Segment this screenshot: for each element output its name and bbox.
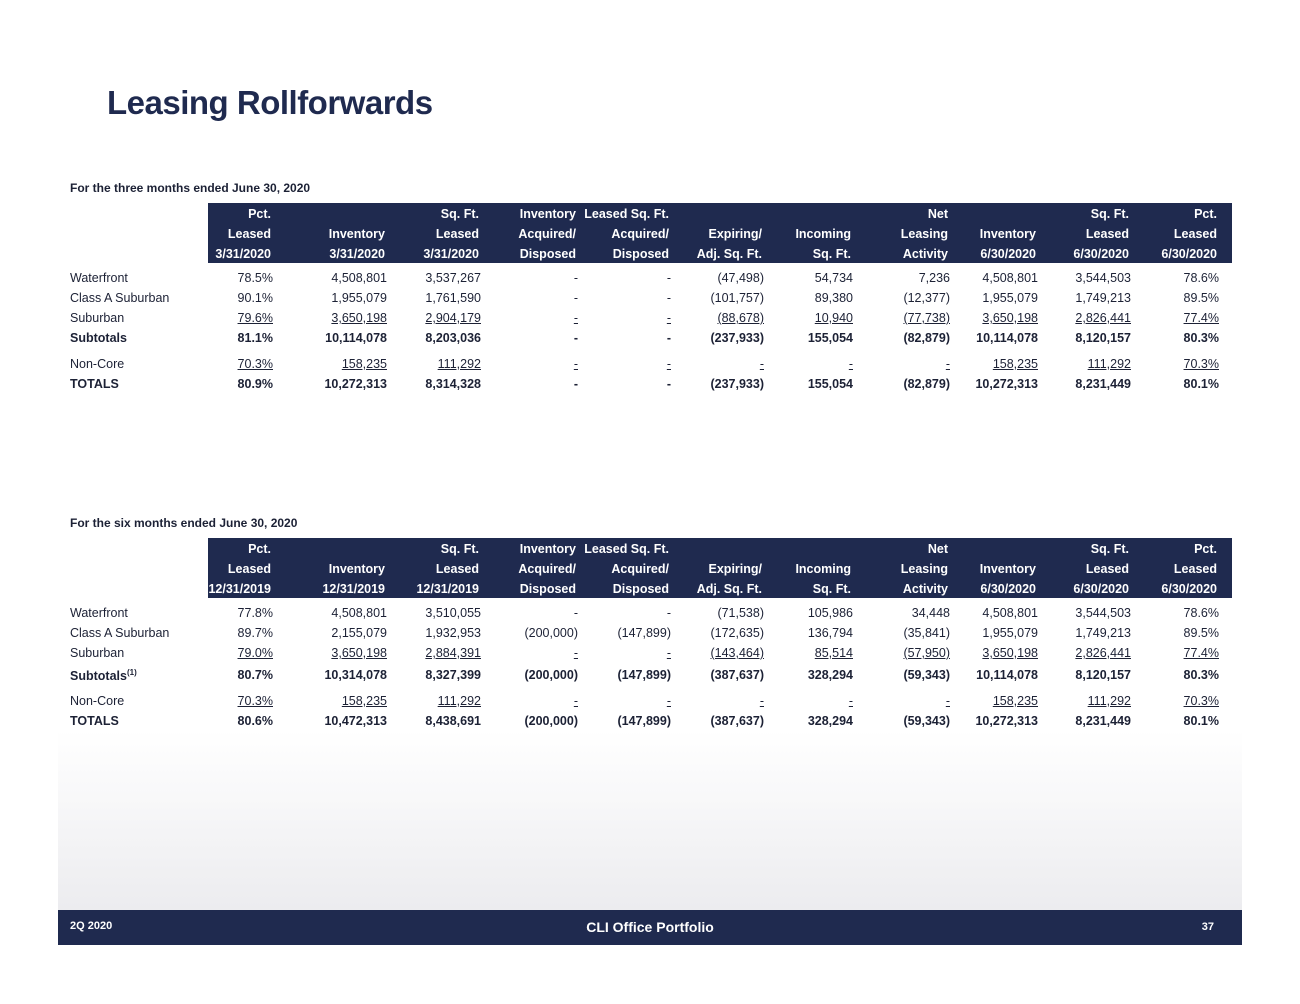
table-cell: 70.3%: [237, 694, 273, 708]
table-cell: 105,986: [807, 606, 853, 620]
column-header-line: 6/30/2020: [1161, 247, 1217, 261]
table-cell: (200,000): [524, 626, 578, 640]
table-cell: -: [573, 646, 578, 660]
table-cell: (82,879): [903, 331, 950, 345]
footnote-marker: (1): [126, 668, 137, 677]
footer-title: CLI Office Portfolio: [586, 919, 714, 935]
table-cell: -: [666, 291, 671, 305]
table-cell: (147,899): [617, 626, 671, 640]
row-label: [70, 331, 127, 345]
table-cell: 1,955,079: [982, 626, 1038, 640]
column-header-line: Disposed: [519, 247, 576, 261]
table-cell: -: [848, 694, 853, 708]
table-cell: -: [666, 694, 671, 708]
table-row: [0, 667, 1300, 687]
column-header-line: 6/30/2020: [980, 247, 1036, 261]
column-header-line: Adj. Sq. Ft.: [696, 582, 762, 596]
table-cell: 7,236: [918, 271, 950, 285]
column-header-line: Leased: [227, 562, 271, 576]
column-header: [951, 203, 1038, 263]
table-cell: 10,114,078: [325, 331, 387, 345]
table-cell: 80.3%: [1183, 668, 1219, 682]
table-cell: -: [573, 271, 578, 285]
column-header-line: Leased: [1173, 562, 1217, 576]
table-cell: 1,749,213: [1075, 626, 1131, 640]
table-cell: (147,899): [617, 714, 671, 728]
table-cell: 10,314,078: [324, 668, 387, 682]
table-cell: -: [666, 311, 671, 325]
table-cell: -: [573, 377, 578, 391]
table-cell: 78.6%: [1183, 606, 1219, 620]
column-header-line: 12/31/2019: [208, 582, 271, 596]
table-cell: (77,738): [903, 311, 950, 325]
table-cell: 89.7%: [237, 626, 273, 640]
table-row: [0, 713, 1300, 733]
column-header-line: Sq. Ft.: [440, 207, 479, 221]
table-row: [0, 645, 1300, 665]
table-cell: -: [666, 606, 671, 620]
table-cell: 158,235: [992, 357, 1038, 371]
table-cell: (47,498): [717, 271, 764, 285]
table-cell: 158,235: [341, 694, 387, 708]
column-header-line: Leased: [435, 562, 479, 576]
table-cell: 3,544,503: [1075, 606, 1131, 620]
column-header: [1039, 538, 1131, 598]
column-header: [672, 203, 764, 263]
column-header: [578, 538, 671, 598]
column-header: [388, 538, 481, 598]
table-cell: (147,899): [617, 668, 671, 682]
table-cell: 111,292: [1087, 357, 1131, 371]
table-cell: 328,294: [807, 668, 853, 682]
column-header: [482, 538, 578, 598]
row-label: [70, 311, 124, 325]
table-cell: 78.5%: [237, 271, 273, 285]
table-cell: 4,508,801: [331, 606, 387, 620]
table-cell: 10,272,313: [975, 714, 1038, 728]
table-cell: 3,650,198: [331, 311, 387, 325]
column-header-line: Expiring/: [708, 562, 762, 576]
table-cell: 70.3%: [1183, 694, 1219, 708]
table-cell: 3,650,198: [331, 646, 387, 660]
column-header-line: Incoming: [795, 227, 851, 241]
table-cell: 136,794: [807, 626, 853, 640]
table-row: [0, 376, 1300, 396]
column-header-line: Net: [927, 207, 948, 221]
column-header: [388, 203, 481, 263]
section-caption: For the three months ended June 30, 2020: [70, 181, 311, 195]
table-row: [0, 330, 1300, 350]
table-row: [0, 356, 1300, 376]
table-row: [0, 693, 1300, 713]
table-cell: 8,314,328: [425, 377, 481, 391]
row-label-text: Subtotals: [70, 669, 127, 684]
column-header: [578, 203, 671, 263]
table-cell: 80.9%: [237, 377, 273, 391]
column-header: [1039, 203, 1131, 263]
column-header-line: Net: [927, 542, 948, 556]
row-label-text: Subtotals: [70, 331, 127, 345]
row-label-text: Class A Suburban: [70, 626, 170, 640]
row-label-text: Non-Core: [70, 357, 125, 371]
footer-bar: [58, 910, 1242, 945]
column-header-line: 6/30/2020: [1073, 582, 1129, 596]
row-label-text: Suburban: [70, 646, 125, 660]
table-cell: -: [945, 694, 950, 708]
table-cell: 80.7%: [237, 668, 273, 682]
table-cell: -: [573, 291, 578, 305]
row-label: [70, 646, 124, 660]
row-label: [70, 626, 169, 640]
column-header: [293, 538, 387, 598]
table-cell: (59,343): [903, 714, 950, 728]
column-header: [1132, 203, 1219, 263]
table-cell: (200,000): [524, 668, 578, 682]
column-header-line: Disposed: [612, 247, 669, 261]
table-cell: 3,650,198: [982, 646, 1038, 660]
table-cell: 8,231,449: [1075, 377, 1131, 391]
row-label: [70, 606, 128, 620]
column-header: [293, 203, 387, 263]
table-cell: -: [848, 357, 853, 371]
column-header-line: 6/30/2020: [1073, 247, 1129, 261]
column-header-line: Leased Sq. Ft.: [584, 207, 669, 221]
column-header-line: Leasing: [900, 227, 948, 241]
column-header-line: Inventory: [979, 227, 1036, 241]
table-cell: 90.1%: [237, 291, 273, 305]
column-header-line: Sq. Ft.: [1090, 207, 1129, 221]
table-cell: 10,472,313: [324, 714, 387, 728]
table-cell: 111,292: [437, 694, 481, 708]
table-cell: 78.6%: [1183, 271, 1219, 285]
column-header-line: Inventory: [519, 207, 576, 221]
table-cell: (200,000): [524, 714, 578, 728]
table-cell: 10,940: [814, 311, 853, 325]
table-cell: 1,955,079: [331, 291, 387, 305]
table-cell: -: [666, 646, 671, 660]
table-cell: 3,650,198: [982, 311, 1038, 325]
column-header-line: Leased: [1173, 227, 1217, 241]
table-cell: 10,272,313: [324, 377, 387, 391]
column-header-line: Acquired/: [518, 227, 576, 241]
table-cell: 77.8%: [237, 606, 273, 620]
column-header-line: Acquired/: [518, 562, 576, 576]
column-header-line: Acquired/: [611, 562, 669, 576]
table-cell: (12,377): [903, 291, 950, 305]
column-header: [1132, 538, 1219, 598]
column-header-line: Inventory: [519, 542, 576, 556]
column-header-line: Pct.: [1194, 207, 1217, 221]
row-label: [70, 357, 124, 371]
footer-page-number: 37: [1201, 921, 1214, 933]
row-label-text: Non-Core: [70, 694, 125, 708]
column-header-line: 6/30/2020: [980, 582, 1036, 596]
column-header-line: Expiring/: [708, 227, 762, 241]
table-cell: 2,826,441: [1075, 646, 1131, 660]
table-cell: 4,508,801: [982, 271, 1038, 285]
row-label-text: Waterfront: [70, 606, 128, 620]
table-cell: 1,955,079: [982, 291, 1038, 305]
table-cell: (101,757): [710, 291, 764, 305]
section-caption: For the six months ended June 30, 2020: [70, 516, 298, 530]
column-header-line: Inventory: [979, 562, 1036, 576]
table-cell: -: [573, 606, 578, 620]
row-label-text: TOTALS: [70, 377, 119, 391]
column-header-line: Sq. Ft.: [812, 247, 851, 261]
column-header-line: Disposed: [519, 582, 576, 596]
column-header: [765, 203, 853, 263]
table-cell: 155,054: [807, 377, 853, 391]
row-label-text: Class A Suburban: [70, 291, 170, 305]
column-header-line: 12/31/2019: [416, 582, 479, 596]
table-cell: 8,120,157: [1075, 331, 1131, 345]
column-header: [672, 538, 764, 598]
table-cell: 111,292: [437, 357, 481, 371]
table-cell: 10,114,078: [976, 331, 1038, 345]
column-header: [482, 203, 578, 263]
table-cell: (237,933): [710, 331, 764, 345]
background-fade: [58, 730, 1242, 910]
table-cell: (387,637): [710, 668, 764, 682]
column-header: [208, 538, 273, 598]
table-cell: 10,114,078: [976, 668, 1038, 682]
column-header: [854, 538, 950, 598]
table-cell: 89.5%: [1183, 291, 1219, 305]
table-cell: 1,761,590: [425, 291, 481, 305]
column-header-line: Inventory: [328, 562, 385, 576]
table-cell: 81.1%: [237, 331, 273, 345]
table-cell: 89,380: [814, 291, 853, 305]
column-header-line: Leased: [227, 227, 271, 241]
table-cell: 79.0%: [237, 646, 273, 660]
table-cell: (71,538): [717, 606, 764, 620]
table-cell: 158,235: [992, 694, 1038, 708]
column-header-line: Acquired/: [611, 227, 669, 241]
column-header: [854, 203, 950, 263]
table-cell: -: [573, 694, 578, 708]
column-header-line: Adj. Sq. Ft.: [696, 247, 762, 261]
table-cell: 2,155,079: [331, 626, 387, 640]
table-cell: (35,841): [903, 626, 950, 640]
table-cell: 8,438,691: [425, 714, 481, 728]
column-header-line: Incoming: [795, 562, 851, 576]
table-cell: 80.1%: [1183, 377, 1219, 391]
row-label-text: Suburban: [70, 311, 125, 325]
table-row: [0, 625, 1300, 645]
table-cell: (143,464): [710, 646, 764, 660]
table-cell: 85,514: [814, 646, 853, 660]
table-header: [208, 203, 1232, 263]
row-label: [70, 694, 124, 708]
column-header-line: Leasing: [900, 562, 948, 576]
column-header-line: 3/31/2020: [215, 247, 271, 261]
table-cell: 3,537,267: [425, 271, 481, 285]
table-cell: 79.6%: [237, 311, 273, 325]
table-cell: 8,203,036: [425, 331, 481, 345]
table-cell: 8,327,399: [425, 668, 481, 682]
table-cell: -: [573, 331, 578, 345]
table-cell: -: [573, 311, 578, 325]
table-cell: 1,749,213: [1075, 291, 1131, 305]
table-cell: -: [945, 357, 950, 371]
table-header: [208, 538, 1232, 598]
row-label: [70, 377, 119, 391]
table-cell: 8,231,449: [1075, 714, 1131, 728]
table-cell: -: [573, 357, 578, 371]
table-row: [0, 270, 1300, 290]
table-cell: 80.3%: [1183, 331, 1219, 345]
column-header-line: Activity: [902, 582, 948, 596]
table-cell: 4,508,801: [982, 606, 1038, 620]
table-cell: -: [666, 357, 671, 371]
table-cell: -: [666, 271, 671, 285]
table-cell: 70.3%: [1183, 357, 1219, 371]
column-header-line: Sq. Ft.: [1090, 542, 1129, 556]
table-cell: 111,292: [1087, 694, 1131, 708]
table-cell: 4,508,801: [331, 271, 387, 285]
column-header-line: Pct.: [1194, 542, 1217, 556]
table-cell: 70.3%: [237, 357, 273, 371]
table-cell: (82,879): [903, 377, 950, 391]
table-row: [0, 605, 1300, 625]
table-cell: 77.4%: [1183, 311, 1219, 325]
table-cell: 3,544,503: [1075, 271, 1131, 285]
table-cell: 77.4%: [1183, 646, 1219, 660]
column-header-line: Disposed: [612, 582, 669, 596]
column-header-line: Inventory: [328, 227, 385, 241]
column-header-line: Leased: [435, 227, 479, 241]
table-row: [0, 310, 1300, 330]
column-header: [951, 538, 1038, 598]
table-cell: 54,734: [814, 271, 853, 285]
table-cell: 8,120,157: [1075, 668, 1131, 682]
column-header-line: 6/30/2020: [1161, 582, 1217, 596]
column-header-line: Pct.: [248, 542, 271, 556]
table-cell: 2,826,441: [1075, 311, 1131, 325]
table-cell: 1,932,953: [425, 626, 481, 640]
table-cell: -: [759, 357, 764, 371]
column-header: [765, 538, 853, 598]
column-header-line: 12/31/2019: [322, 582, 385, 596]
row-label: [70, 271, 128, 285]
table-cell: (172,635): [710, 626, 764, 640]
column-header-line: 3/31/2020: [423, 247, 479, 261]
row-label: [70, 291, 169, 305]
table-cell: 155,054: [807, 331, 853, 345]
table-cell: (237,933): [710, 377, 764, 391]
column-header-line: Leased: [1085, 562, 1129, 576]
footer-period: 2Q 2020: [70, 920, 113, 932]
table-cell: 10,272,313: [975, 377, 1038, 391]
column-header-line: Sq. Ft.: [812, 582, 851, 596]
column-header: [208, 203, 273, 263]
table-cell: 328,294: [807, 714, 853, 728]
table-row: [0, 290, 1300, 310]
table-cell: 3,510,055: [425, 606, 481, 620]
column-header-line: Activity: [902, 247, 948, 261]
column-header-line: 3/31/2020: [329, 247, 385, 261]
table-cell: -: [666, 331, 671, 345]
table-cell: 2,904,179: [425, 311, 481, 325]
table-cell: -: [759, 694, 764, 708]
table-cell: 80.1%: [1183, 714, 1219, 728]
column-header-line: Leased Sq. Ft.: [584, 542, 669, 556]
table-cell: 34,448: [911, 606, 950, 620]
table-cell: 2,884,391: [425, 646, 481, 660]
page-title: Leasing Rollforwards: [107, 84, 433, 121]
column-header-line: Sq. Ft.: [440, 542, 479, 556]
row-label: [70, 714, 119, 728]
table-cell: 89.5%: [1183, 626, 1219, 640]
row-label-text: Waterfront: [70, 271, 128, 285]
table-cell: (57,950): [903, 646, 950, 660]
table-cell: (387,637): [710, 714, 764, 728]
table-cell: -: [666, 377, 671, 391]
row-label-text: TOTALS: [70, 714, 119, 728]
column-header-line: Pct.: [248, 207, 271, 221]
table-cell: 80.6%: [237, 714, 273, 728]
table-cell: (88,678): [717, 311, 764, 325]
column-header-line: Leased: [1085, 227, 1129, 241]
table-cell: 158,235: [341, 357, 387, 371]
table-cell: (59,343): [903, 668, 950, 682]
row-label: [70, 668, 137, 683]
